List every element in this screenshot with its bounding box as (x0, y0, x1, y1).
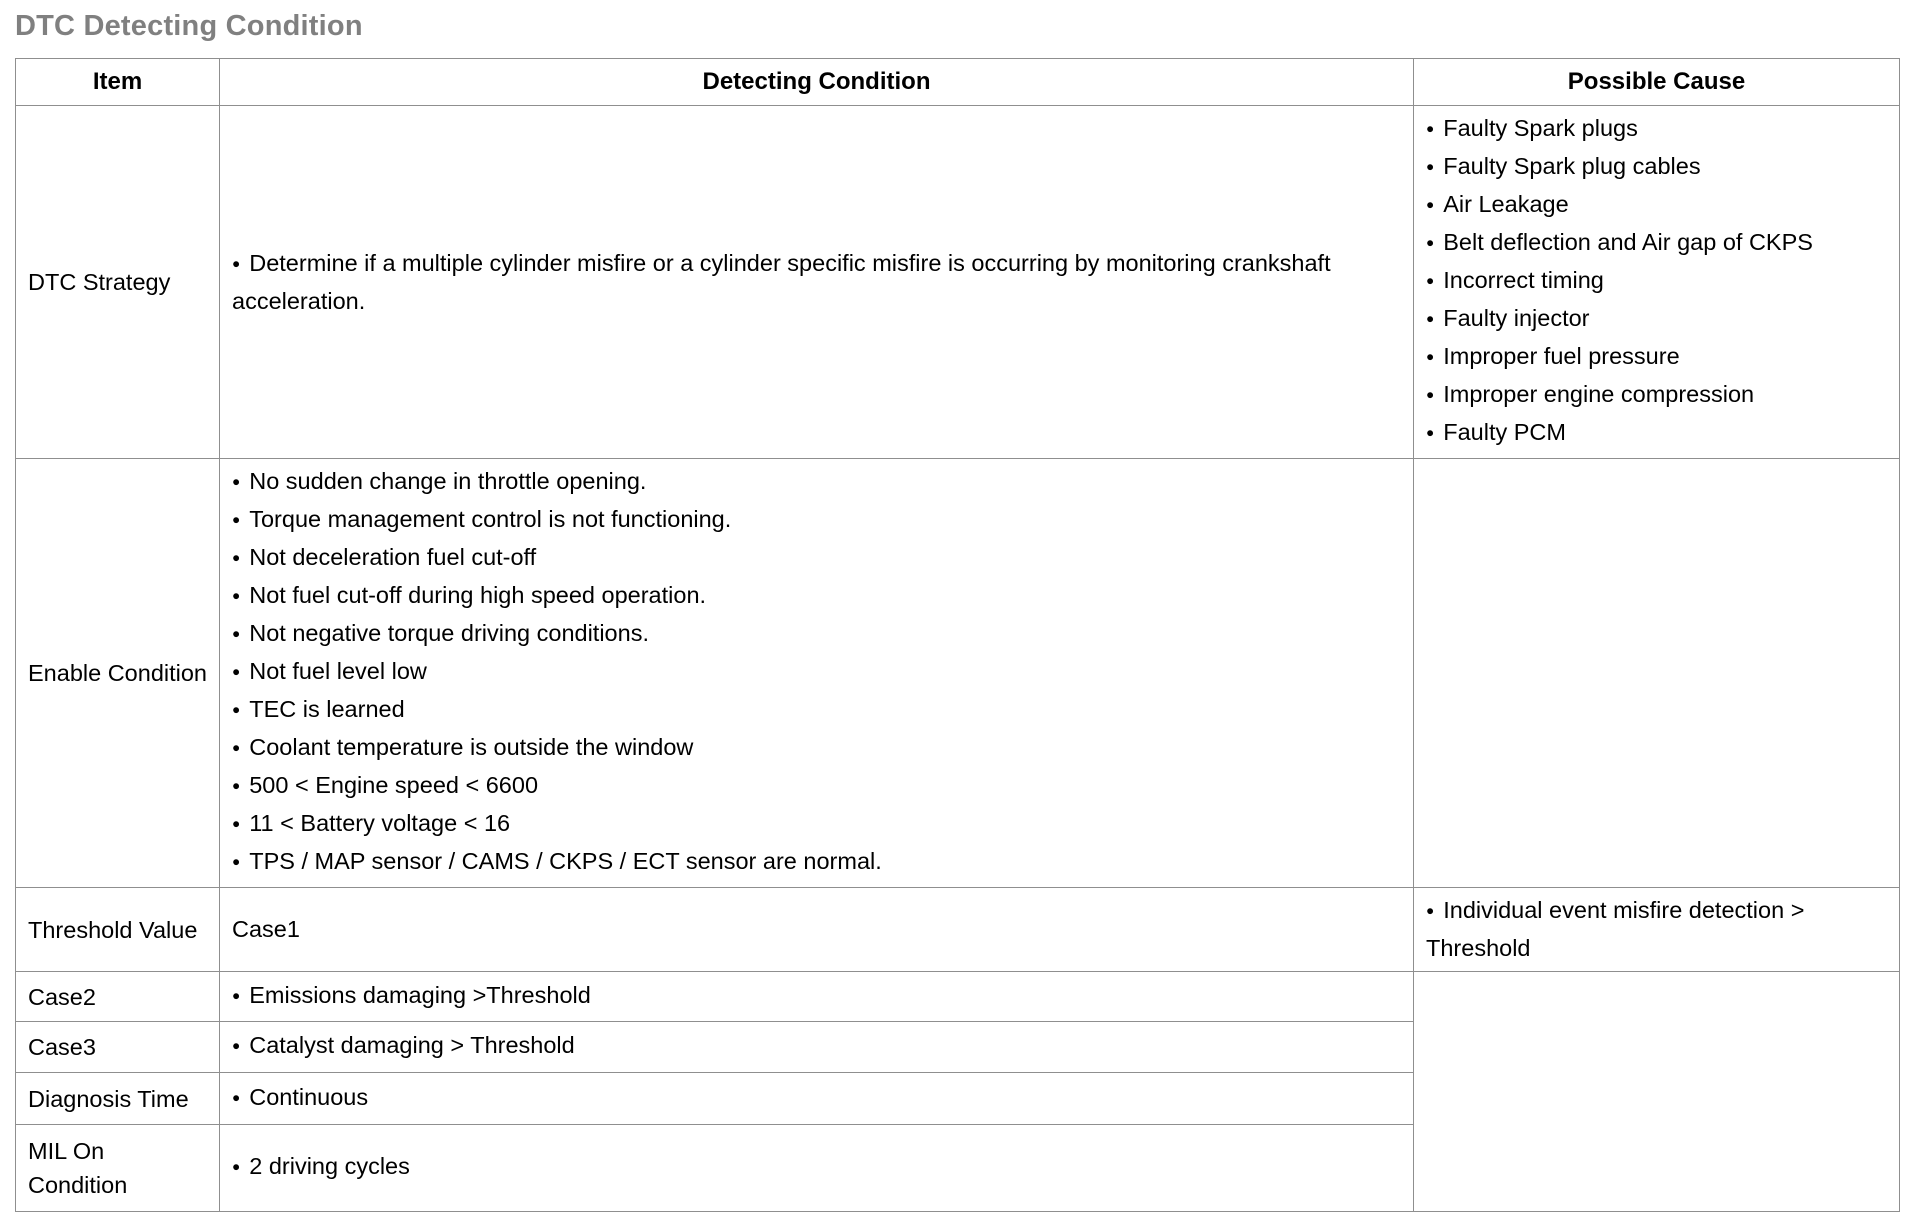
item-cell-mil-on-condition: MIL On Condition (16, 1125, 220, 1212)
bullet-item: ● Faulty injector (1426, 301, 1887, 339)
column-header-item: Item (16, 59, 220, 106)
detecting-condition-text: ● Determine if a multiple cylinder misfire or a cylinder specific misfire is occurring by monitoring crankshaft acceleration. (232, 246, 1401, 319)
possible-cause-cell-merged-empty (1414, 972, 1900, 1212)
item-cell-case2: Case2 (16, 972, 220, 1022)
detecting-cell-threshold-value (220, 888, 1414, 972)
bullet-item: ● No sudden change in throttle opening. (232, 464, 1401, 502)
row-case2 (16, 972, 1900, 1022)
item-cell-case3: Case3 (16, 1022, 220, 1073)
detecting-cell-mil-on-condition (220, 1125, 1414, 1212)
bullet-item: ● Faulty PCM (1426, 415, 1887, 453)
column-header-possible-cause: Possible Cause (1414, 59, 1900, 106)
bullet-item: ● Torque management control is not functioning. (232, 502, 1401, 540)
possible-cause-cell (1414, 106, 1900, 459)
dtc-detecting-condition-table (15, 58, 1900, 1212)
bullet-item: ● Air Leakage (1426, 187, 1887, 225)
row-threshold-value (16, 888, 1900, 972)
possible-cause-list (1426, 111, 1887, 453)
bullet-item: ● Faulty Spark plug cables (1426, 149, 1887, 187)
bullet-item: ● TPS / MAP sensor / CAMS / CKPS / ECT sensor are normal. (232, 844, 1401, 882)
item-cell-enable-condition: Enable Condition (16, 459, 220, 888)
table-header-row (16, 59, 1900, 106)
row-dtc-strategy (16, 106, 1900, 459)
possible-cause-cell-threshold (1414, 888, 1900, 972)
item-cell-threshold-value: Threshold Value (16, 888, 220, 972)
detecting-condition-text: ● Emissions damaging >Threshold (232, 978, 1401, 1016)
case1-label: Case1 (232, 916, 300, 942)
bullet-item: ● Improper engine compression (1426, 377, 1887, 415)
row-enable-condition (16, 459, 1900, 888)
bullet-item: ● TEC is learned (232, 692, 1401, 730)
possible-cause-cell-empty (1414, 459, 1900, 888)
enable-condition-list (232, 464, 1401, 882)
detecting-cell-diagnosis-time (220, 1073, 1414, 1125)
detecting-condition-text: ● Catalyst damaging > Threshold (232, 1028, 1401, 1066)
item-cell-diagnosis-time: Diagnosis Time (16, 1073, 220, 1125)
bullet-item: ● Not negative torque driving conditions. (232, 616, 1401, 654)
detecting-cell-enable-condition (220, 459, 1414, 888)
bullet-item: ● Coolant temperature is outside the window (232, 730, 1401, 768)
bullet-item: ● Not fuel level low (232, 654, 1401, 692)
bullet-item: ● Improper fuel pressure (1426, 339, 1887, 377)
bullet-item: ● Belt deflection and Air gap of CKPS (1426, 225, 1887, 263)
bullet-item: ● Not fuel cut-off during high speed operation. (232, 578, 1401, 616)
possible-cause-text: ● Individual event misfire detection > Threshold (1426, 893, 1887, 966)
bullet-item: ● Incorrect timing (1426, 263, 1887, 301)
column-header-detecting-condition: Detecting Condition (220, 59, 1414, 106)
item-cell-dtc-strategy: DTC Strategy (16, 106, 220, 459)
detecting-cell-case3 (220, 1022, 1414, 1073)
detecting-condition-text: ● 2 driving cycles (232, 1149, 1401, 1187)
bullet-item: ● Not deceleration fuel cut-off (232, 540, 1401, 578)
detecting-condition-text: ● Continuous (232, 1080, 1401, 1118)
bullet-item: ● Faulty Spark plugs (1426, 111, 1887, 149)
page-title: DTC Detecting Condition (15, 10, 363, 42)
bullet-item: ● 11 < Battery voltage < 16 (232, 806, 1401, 844)
detecting-cell-case2 (220, 972, 1414, 1022)
bullet-item: ● 500 < Engine speed < 6600 (232, 768, 1401, 806)
detecting-cell-dtc-strategy (220, 106, 1414, 459)
